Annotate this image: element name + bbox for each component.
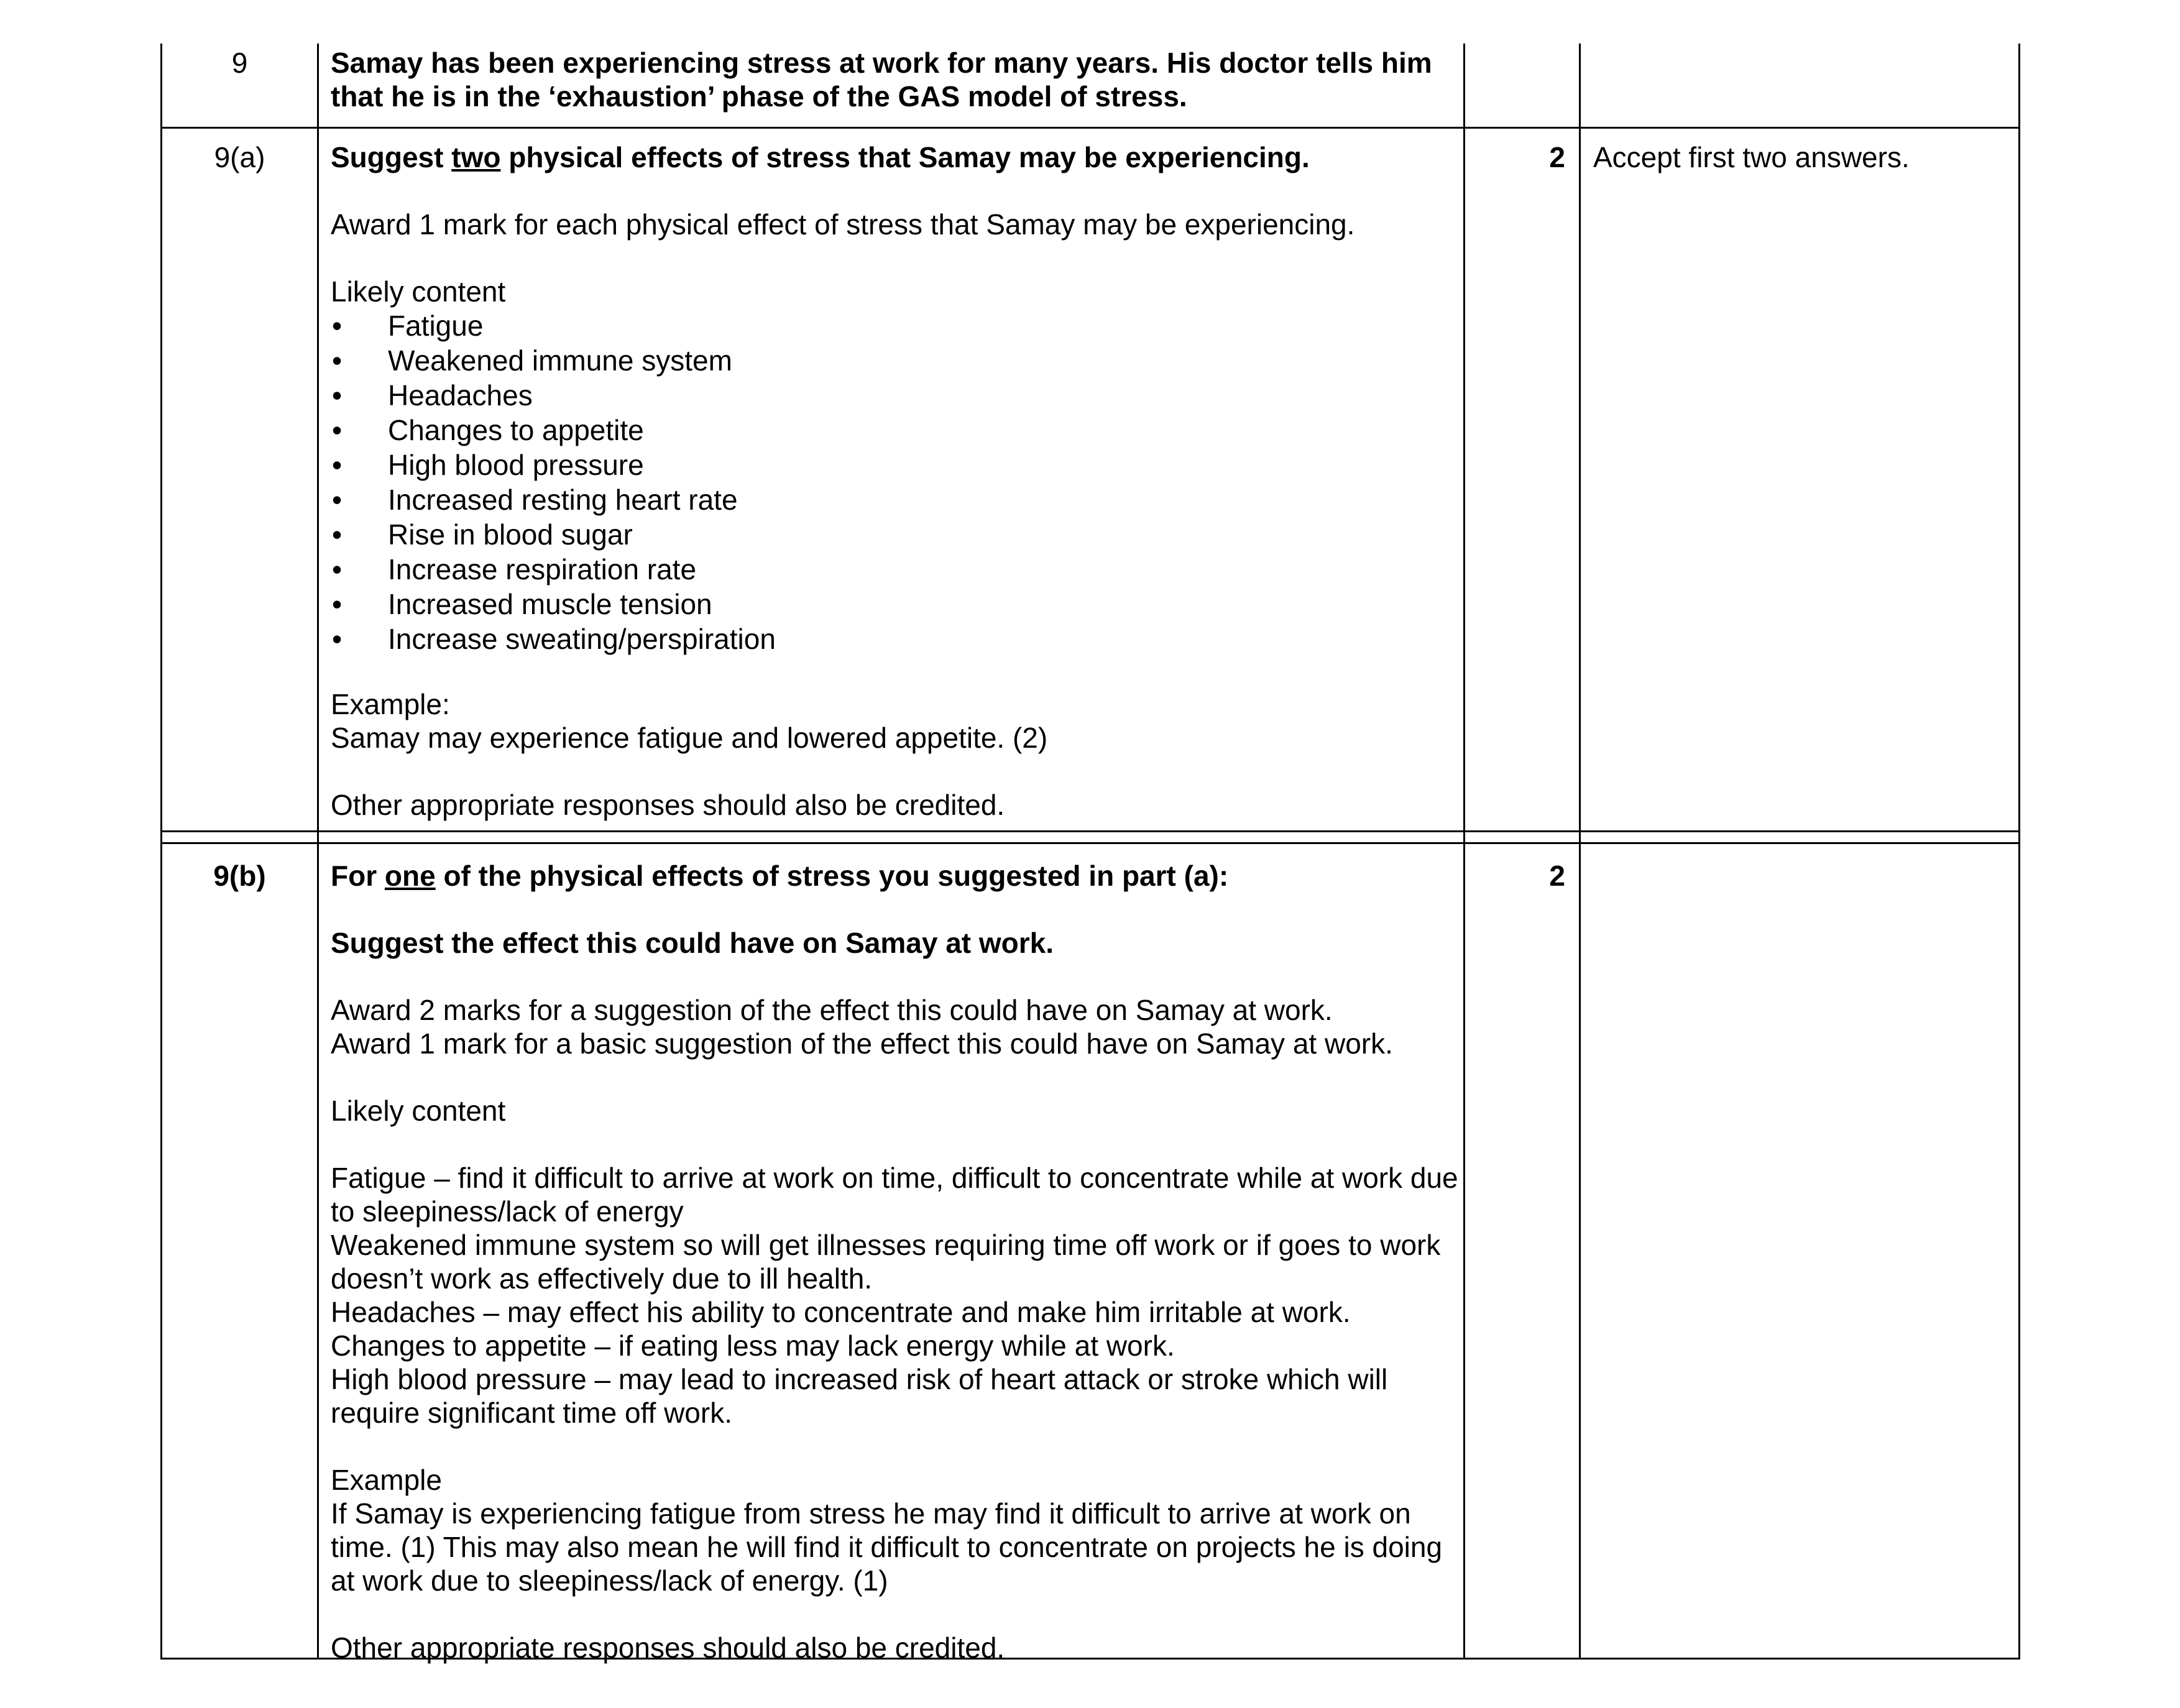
list-item: • Rise in blood sugar [331, 517, 1459, 552]
other-responses-note: Other appropriate responses should also be credited. [331, 1632, 1005, 1664]
likely-content-heading: Likely content [331, 1095, 506, 1127]
row-divider [162, 830, 2018, 832]
column-divider [1579, 44, 1581, 1658]
likely-content-item: Changes to appetite – if eating less may lack energy while at work. [331, 1329, 1175, 1362]
likely-content-item: Fatigue – find it difficult to arrive at work on time, difficult to concentrate while at work due to sleepiness/lack of energy [331, 1162, 1458, 1228]
other-responses-note: Other appropriate responses should also be credited. [331, 789, 1005, 821]
list-item: • Increased resting heart rate [331, 482, 1459, 517]
likely-content-item: High blood pressure – may lead to increased risk of heart attack or stroke which will require significant time off work. [331, 1363, 1388, 1429]
list-item: • Increase sweating/perspiration [331, 622, 1459, 656]
question-text: For one of the physical effects of stress you suggested in part (a): [331, 860, 1229, 892]
question-number: 9 [231, 47, 248, 79]
column-divider [1463, 44, 1465, 1658]
example-heading: Example: [331, 688, 450, 720]
award-text: Award 2 marks for a suggestion of the effect this could have on Samay at work. [331, 994, 1333, 1026]
row-divider [162, 127, 2018, 129]
award-text: Award 1 mark for each physical effect of stress that Samay may be experiencing. [331, 208, 1355, 241]
list-item: • Increased muscle tension [331, 587, 1459, 622]
list-item: • Weakened immune system [331, 343, 1459, 378]
likely-content-item: Headaches – may effect his ability to concentrate and make him irritable at work. [331, 1296, 1351, 1328]
question-text-2: Suggest the effect this could have on Samay at work. [331, 927, 1054, 959]
marks-value: 2 [1549, 141, 1565, 173]
likely-content-list [331, 308, 1459, 656]
answer-cell-9b [331, 859, 1459, 1664]
question-stem: Samay has been experiencing stress at work for many years. His doctor tells him that he is in the ‘exhaustion’ phase of the GAS model of stress. [331, 47, 1432, 112]
column-divider [317, 44, 319, 1658]
answer-cell-9a [331, 140, 1459, 822]
likely-content-item: Weakened immune system so will get illnesses requiring time off work or if goes to work doesn’t work as effectively due to ill health. [331, 1229, 1441, 1295]
list-item: • High blood pressure [331, 448, 1459, 482]
mark-scheme-table [160, 44, 2020, 1664]
list-item: • Fatigue [331, 308, 1459, 343]
question-number: 9(a) [214, 141, 265, 173]
question-text: Suggest two physical effects of stress that Samay may be experiencing. [331, 141, 1310, 173]
award-text: Award 1 mark for a basic suggestion of the effect this could have on Samay at work. [331, 1027, 1393, 1060]
question-number: 9(b) [213, 860, 266, 892]
example-text: Samay may experience fatigue and lowered appetite. (2) [331, 722, 1048, 754]
marks-value: 2 [1549, 860, 1565, 892]
list-item: • Increase respiration rate [331, 552, 1459, 587]
guidance-text: Accept first two answers. [1593, 141, 1910, 173]
row-divider [162, 842, 2018, 844]
likely-content-heading: Likely content [331, 275, 506, 308]
example-text: If Samay is experiencing fatigue from stress he may find it difficult to arrive at work on time. (1) This may also mean he will find it difficult to concentrate on projects he is doing at work due to sleepiness/lack of energy. (1) [331, 1497, 1443, 1597]
list-item: • Changes to appetite [331, 413, 1459, 448]
list-item: • Headaches [331, 378, 1459, 413]
example-heading: Example [331, 1464, 442, 1496]
